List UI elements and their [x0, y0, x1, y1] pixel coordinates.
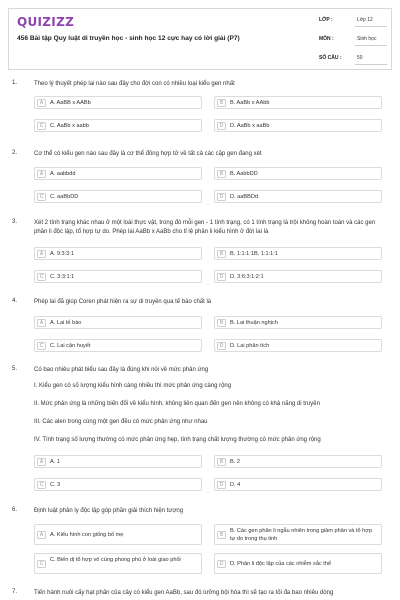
- meta-value: 50: [357, 55, 363, 61]
- option-b[interactable]: [214, 524, 382, 545]
- option-letter: B: [217, 319, 226, 327]
- option-text: C. 3:3:1:1: [50, 274, 75, 280]
- question-text: Xét 2 tính trạng khác nhau ở một loài thực vật, trong đó mỗi gen - 1 tính trạng, có 1 tính trạng là trội không hoàn toàn và các gen phân li độc lập, tổ hợp tự do. Phép lai AaBb x AaBb cho tỉ lệ phân li kiểu hình ở đời lai là: [34, 220, 376, 235]
- question-number: 4.: [12, 298, 18, 304]
- option-d[interactable]: [214, 339, 382, 352]
- statement-line: II. Mức phản ứng là những biến đổi về kiểu hình, không liên quan đến gen nên không có khả năng di truyền: [34, 401, 320, 407]
- document-title: 456 Bài tập Quy luật di truyền học - sinh học 12 cực hay có lời giải (P7): [17, 35, 240, 42]
- option-text: B. 1:1:1:1B. 1:1:1:1: [230, 251, 278, 257]
- option-text: D. Lai phân tích: [230, 343, 270, 349]
- option-letter: A: [37, 99, 46, 107]
- option-a[interactable]: [34, 455, 202, 468]
- meta-row-subject: [311, 30, 393, 48]
- option-b[interactable]: [214, 167, 382, 180]
- option-text: A. 1: [50, 459, 60, 465]
- option-letter: B: [217, 170, 226, 178]
- option-a[interactable]: [34, 316, 202, 329]
- meta-key: MÔN :: [319, 36, 334, 42]
- meta-key: SỐ CÂU :: [319, 55, 342, 61]
- option-letter: A: [37, 531, 46, 539]
- option-text: C. AaBb x aabb: [50, 123, 89, 129]
- option-d[interactable]: [214, 270, 382, 283]
- option-text: A. aabbdd: [50, 171, 76, 177]
- option-letter: C: [37, 122, 46, 130]
- option-text: C. Lai cận huyết: [50, 343, 91, 349]
- question-number: 3.: [12, 219, 18, 225]
- option-text: D. AaBb x aaBb: [230, 123, 270, 129]
- option-d[interactable]: [214, 119, 382, 132]
- option-text: A. AaBB x AABb: [50, 100, 91, 106]
- option-c[interactable]: [34, 119, 202, 132]
- option-text: C. 3: [50, 482, 61, 488]
- option-letter: C: [37, 560, 46, 568]
- option-text: A. Lai tế bào: [50, 320, 82, 326]
- question-number: 7.: [12, 589, 18, 595]
- option-letter: D: [217, 481, 226, 489]
- question-text: Có bao nhiêu phát biểu sau đây là đúng khi nói về mức phản ứng: [34, 367, 209, 373]
- statement-line: IV. Tính trạng số lượng thường có mức phản ứng hẹp, tính trạng chất lượng thường có mức phản ứng rộng: [34, 437, 321, 443]
- option-letter: A: [37, 319, 46, 327]
- option-text: B. Các gen phân li ngẫu nhiên trong giảm phân và tổ hợp tự do trong thụ tinh: [230, 528, 373, 542]
- option-text: B. 2: [230, 459, 240, 465]
- option-c[interactable]: [34, 339, 202, 352]
- option-text: A. Kiểu hình con giống bố mẹ: [50, 532, 124, 538]
- option-letter: A: [37, 458, 46, 466]
- option-letter: A: [37, 170, 46, 178]
- option-letter: B: [217, 531, 226, 539]
- meta-row-count: [311, 49, 393, 67]
- meta-panel: [311, 9, 393, 69]
- meta-value: Lớp 12: [357, 17, 373, 23]
- statement-line: III. Các alen trong cùng một gen đều có mức phản ứng như nhau: [34, 419, 208, 425]
- option-text: B. Lai thuận nghịch: [230, 320, 278, 326]
- option-letter: A: [37, 250, 46, 258]
- quizizz-logo: QUIZIZZ: [17, 15, 75, 29]
- option-letter: B: [217, 99, 226, 107]
- option-letter: D: [217, 560, 226, 568]
- option-text: D. aaBBDd: [230, 194, 258, 200]
- option-text: D. 4: [230, 482, 241, 488]
- option-letter: D: [217, 342, 226, 350]
- question-number: 1.: [12, 80, 18, 86]
- option-letter: B: [217, 250, 226, 258]
- option-b[interactable]: [214, 247, 382, 260]
- option-text: C. Biến dị tổ hợp vô cùng phong phú ở loài giao phối: [50, 557, 181, 563]
- option-a[interactable]: [34, 167, 202, 180]
- question-number: 5.: [12, 366, 18, 372]
- option-letter: C: [37, 481, 46, 489]
- option-letter: D: [217, 193, 226, 201]
- option-text: C. aaBbDD: [50, 194, 79, 200]
- option-d[interactable]: [214, 190, 382, 203]
- option-letter: D: [217, 122, 226, 130]
- option-a[interactable]: [34, 96, 202, 109]
- question-number: 2.: [12, 150, 18, 156]
- question-text: Cơ thể có kiểu gen nào sau đây là cơ thể đồng hợp tử về tất cả các cặp gen đang xét: [34, 151, 262, 157]
- option-letter: C: [37, 342, 46, 350]
- meta-underline: [355, 45, 387, 46]
- option-c[interactable]: [34, 553, 202, 574]
- option-b[interactable]: [214, 455, 382, 468]
- option-text: B. AabbDD: [230, 171, 258, 177]
- question-text: Định luật phân ly độc lập góp phần giải thích hiện tượng: [34, 508, 184, 514]
- option-b[interactable]: [214, 96, 382, 109]
- option-text: A. 9:3:3:1: [50, 251, 74, 257]
- option-a[interactable]: [34, 524, 202, 545]
- statement-line: I. Kiểu gen có số lượng kiểu hình càng nhiều thì mức phản ứng càng rộng: [34, 383, 232, 389]
- option-letter: C: [37, 193, 46, 201]
- meta-row-class: [311, 11, 393, 29]
- option-c[interactable]: [34, 270, 202, 283]
- option-letter: B: [217, 458, 226, 466]
- question-text: Tiến hành nuôi cấy hạt phấn của cây có kiểu gen AaBb, sau đó lưỡng bội hóa thì sẽ tạo ra tối đa bao nhiêu dòng: [34, 590, 334, 596]
- meta-underline: [355, 64, 387, 65]
- question-number: 6.: [12, 507, 18, 513]
- option-c[interactable]: [34, 478, 202, 491]
- option-b[interactable]: [214, 316, 382, 329]
- option-d[interactable]: [214, 478, 382, 491]
- option-c[interactable]: [34, 190, 202, 203]
- question-text: Phép lai đã giúp Coren phát hiện ra sự di truyền qua tế bào chất là: [34, 299, 212, 305]
- option-letter: D: [217, 273, 226, 281]
- meta-key: LỚP :: [319, 17, 333, 23]
- question-text: Theo lý thuyết phép lai nào sau đây cho đời con có nhiều loại kiểu gen nhất: [34, 81, 235, 87]
- document-header: [8, 8, 392, 70]
- option-text: B. AaBb x AAbb: [230, 100, 270, 106]
- meta-value: Sinh học: [357, 36, 377, 42]
- option-d[interactable]: [214, 553, 382, 574]
- option-text: D. Phân li độc lập của các nhiễm sắc thể: [230, 561, 332, 567]
- option-text: D. 3:6:3:1:2:1: [230, 274, 264, 280]
- meta-underline: [355, 26, 387, 27]
- option-letter: C: [37, 273, 46, 281]
- option-a[interactable]: [34, 247, 202, 260]
